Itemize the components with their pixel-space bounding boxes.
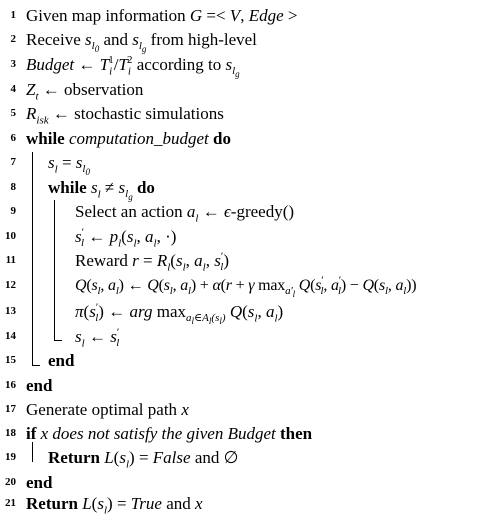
line-number: 9: [10, 205, 16, 217]
algorithm-line: [0, 4, 497, 28]
line-number: 15: [5, 354, 16, 366]
line-text: Receive $s_{l_0}$ and $s_{l_g}$ from high-level: [26, 30, 257, 55]
line-text: $s_l = s_{l_0}$: [48, 153, 90, 178]
line-number: 3: [10, 58, 16, 70]
line-text: while $s_l \ne s_{l_g}$ do: [48, 178, 155, 203]
line-number: 6: [10, 132, 16, 144]
algorithm-line: [0, 78, 497, 102]
algorithm-line: [0, 274, 497, 298]
line-number: 18: [5, 427, 16, 439]
algorithm-line: [0, 102, 497, 126]
line-number: 19: [5, 451, 16, 463]
line-number: 7: [10, 156, 16, 168]
line-number: 10: [5, 230, 16, 242]
line-number: 2: [10, 33, 16, 45]
line-text: $R_{isk}$ ← stochastic simulations: [26, 104, 224, 127]
line-text: end: [26, 473, 53, 492]
algorithm-line: [0, 176, 497, 203]
algorithm-line: [0, 151, 497, 178]
algorithm-line: [0, 492, 497, 516]
algorithm-line: [0, 300, 497, 327]
line-text: Return $L(s_l)$ = False and ∅: [48, 448, 239, 471]
line-text: Generate optimal path x: [26, 400, 189, 419]
line-number: 5: [10, 107, 16, 119]
algorithm-line: [0, 374, 497, 398]
line-text: Budget ← $T_i^1/T_i^2$ according to $s_{l_g}$: [26, 54, 240, 80]
line-number: 13: [5, 305, 16, 317]
line-text: Given map information G =< V, Edge >: [26, 6, 298, 25]
line-number: 8: [10, 181, 16, 193]
line-text: $Z_t$ ← observation: [26, 80, 144, 103]
algorithm-line: [0, 446, 497, 470]
algorithm-line: [0, 249, 497, 273]
line-text: Return $L(s_l)$ = True and x: [26, 494, 203, 516]
line-number: 12: [5, 279, 16, 291]
algorithm-line: [0, 127, 497, 151]
line-number: 21: [5, 497, 16, 509]
line-number: 14: [5, 330, 16, 342]
line-text: end: [48, 351, 75, 370]
line-text: while computation_budget do: [26, 129, 231, 148]
line-text: if x does not satisfy the given Budget then: [26, 424, 313, 443]
algorithm-line: [0, 53, 497, 80]
algorithm-line: [0, 398, 497, 422]
line-number: 4: [10, 83, 16, 95]
line-text: Select an action $a_l$ ← ϵ-greedy(): [75, 202, 295, 225]
algorithm-line: [0, 422, 497, 446]
line-number: 16: [5, 379, 16, 391]
line-text: $s'_l$ ← $p_l(s_l$, $a_l$, ·): [75, 226, 177, 250]
algorithm-line: [0, 349, 497, 373]
algorithm-line: [0, 200, 497, 224]
algorithm-line: [0, 28, 497, 55]
algorithm-line: [0, 325, 497, 349]
algorithm-line: [0, 225, 497, 249]
line-number: 11: [5, 254, 16, 266]
line-text: end: [26, 376, 53, 395]
line-text: Reward $r = R_l(s_l$, $a_l$, $s'_l$): [75, 250, 229, 274]
line-text: $Q(s_l$, $a_l$) ← $Q(s_l$, $a_l) + \alpha(r + \gamma$ $\max_{a'_l} Q(s'_l$, $a'_l) - Q(s_l$, $a_l$)): [75, 274, 417, 300]
line-text: $\pi(s'_l)$ ← arg $\max_{a_l\in A_l(s_l)} Q(s_l$, $a_l$): [75, 301, 284, 327]
line-number: 1: [10, 9, 16, 21]
line-number: 17: [5, 403, 16, 415]
line-number: 20: [5, 476, 16, 488]
line-text: $s_l$ ← $s'_l$: [75, 326, 120, 350]
